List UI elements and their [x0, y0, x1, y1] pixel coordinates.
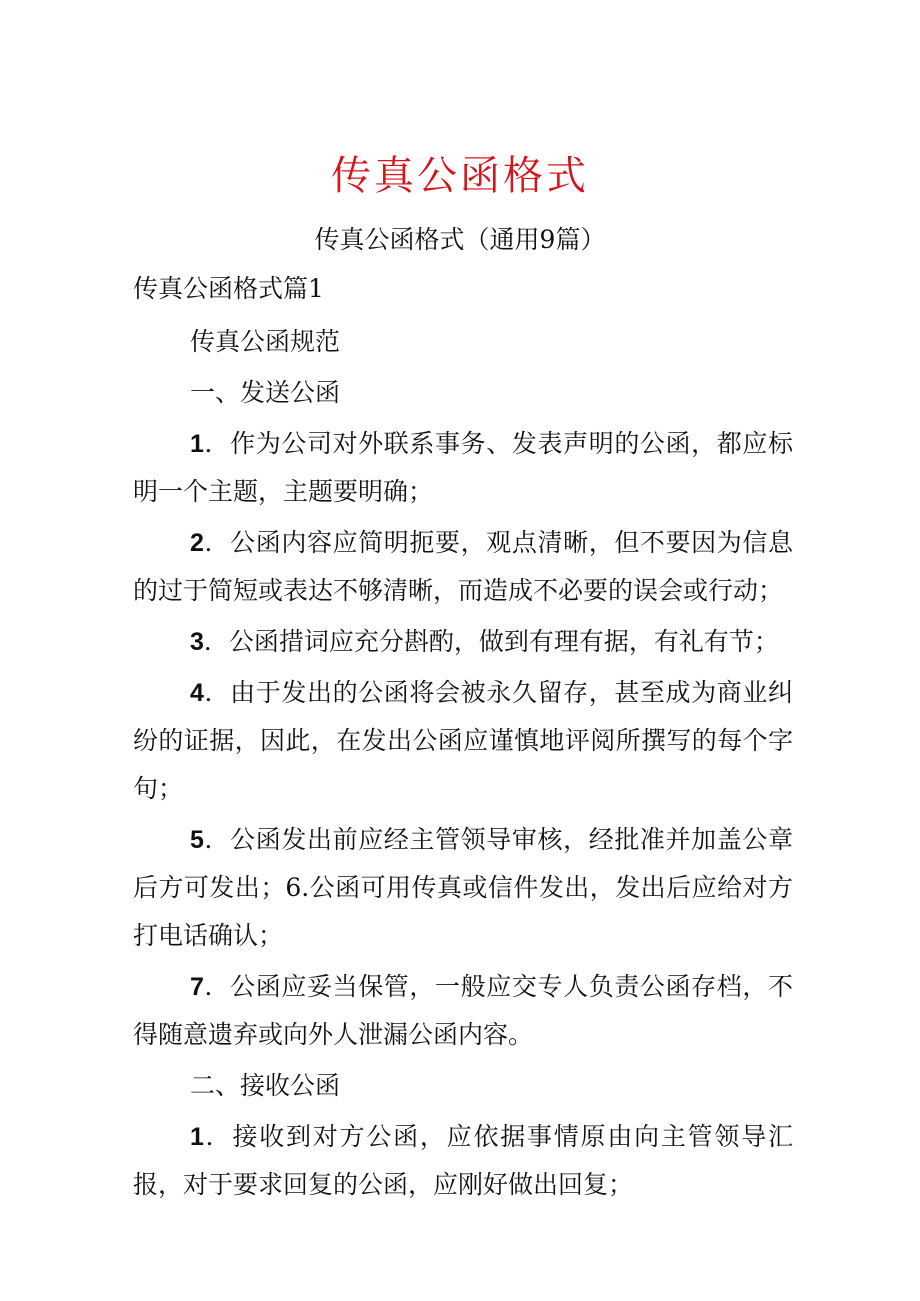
- document-title: 传真公函格式: [331, 153, 589, 199]
- list-item: [133, 963, 793, 1059]
- item-text: ．作为公司对外联系事务、发表声明的公函，都应标明一个主题，主题要明确；: [133, 429, 793, 506]
- item-number: 2: [190, 529, 204, 557]
- list-item: [133, 816, 793, 960]
- list-item: [133, 519, 793, 615]
- document-subtitle: 传真公函格式（通用9篇）: [314, 225, 606, 254]
- item-text: ．由于发出的公函将会被永久留存，甚至成为商业纠纷的证据，因此，在发出公函应谨慎地评阅所撰写的每个字句；: [133, 678, 793, 803]
- item-text: ．接收到对方公函，应依据事情原由向主管领导汇报，对于要求回复的公函，应刚好做出回复；: [133, 1122, 793, 1199]
- list-item: [133, 1113, 793, 1209]
- item-text: ．公函发出前应经主管领导审核，经批准并加盖公章后方可发出；6.公函可用传真或信件发出，发出后应给对方打电话确认；: [133, 825, 793, 950]
- item-number: 4: [190, 679, 204, 707]
- item-number: 5: [190, 826, 204, 854]
- list-item: [133, 420, 793, 516]
- item-number: 3: [190, 628, 204, 656]
- chapter-heading: 传真公函格式篇1: [133, 274, 324, 303]
- item-text: ．公函内容应简明扼要，观点清晰，但不要因为信息的过于简短或表达不够清晰，而造成不必要的误会或行动；: [133, 528, 793, 605]
- item-number: 1: [190, 430, 204, 458]
- heading-receive: 二、接收公函: [190, 1071, 341, 1100]
- item-text: ．公函应妥当保管，一般应交专人负责公函存档，不得随意遗弃或向外人泄漏公函内容。: [133, 972, 793, 1049]
- list-item: [133, 618, 793, 666]
- item-text: ．公函措词应充分斟酌，做到有理有据，有礼有节；: [203, 627, 779, 656]
- section-title: 传真公函规范: [190, 327, 341, 356]
- item-number: 7: [190, 973, 204, 1001]
- list-item: [133, 669, 793, 813]
- heading-send: 一、发送公函: [190, 378, 341, 407]
- document-body: [133, 318, 793, 1212]
- item-number: 1: [190, 1123, 204, 1151]
